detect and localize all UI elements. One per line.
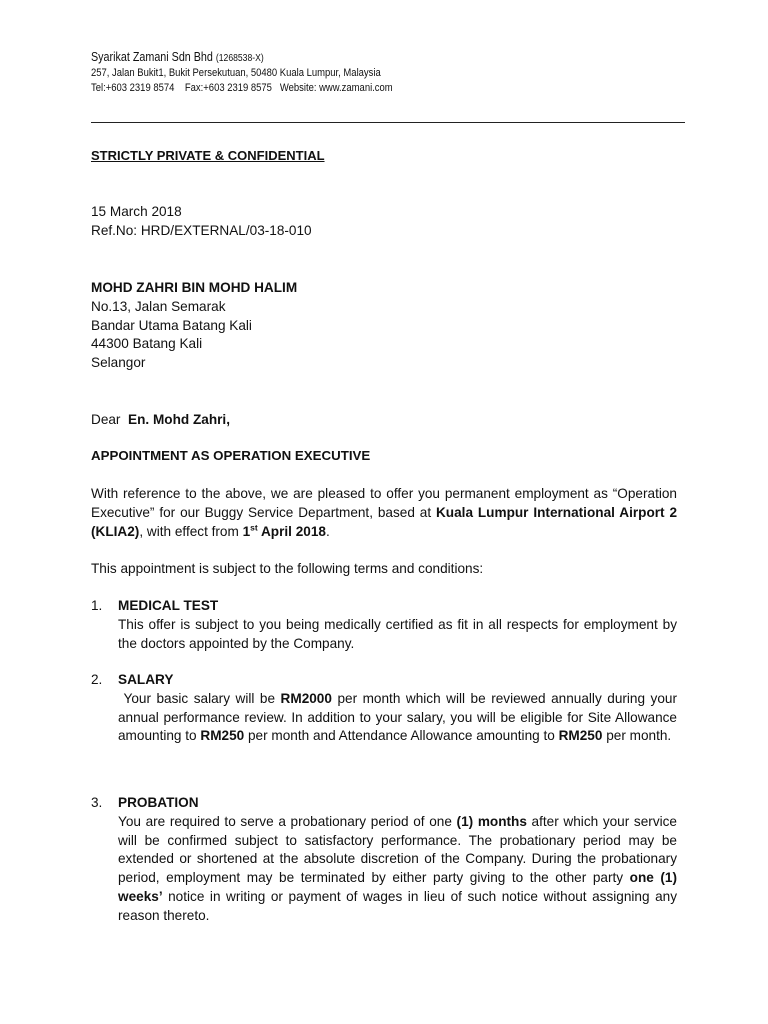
term-body xyxy=(118,671,677,746)
basic-salary: RM2000 xyxy=(280,690,332,706)
salutation-name: En. Mohd Zahri, xyxy=(128,412,230,427)
intro-paragraph xyxy=(91,485,677,541)
confidential-label: STRICTLY PRIVATE & CONFIDENTIAL xyxy=(91,148,325,163)
company-address: 257, Jalan Bukit1, Bukit Persekutuan, 50480 Kuala Lumpur, Malaysia xyxy=(91,67,381,79)
letter-date: 15 March 2018 xyxy=(91,204,182,219)
site-allowance: RM250 xyxy=(200,728,245,744)
work-location: Kuala Lumpur International Airport 2 (KLIA2) xyxy=(91,504,678,539)
subject-heading: APPOINTMENT AS OPERATION EXECUTIVE xyxy=(91,448,371,463)
salary-text: Your basic salary will be xyxy=(118,690,281,706)
company-line xyxy=(91,50,393,66)
intro-text: With reference to the above, we are pleased to offer you permanent employment as “Operation Executive” for our Buggy Service Department, based at xyxy=(91,486,677,520)
intro-text: . xyxy=(325,523,330,539)
term-title: MEDICAL TEST xyxy=(118,598,219,613)
header-divider xyxy=(91,122,685,123)
letterhead xyxy=(91,50,442,96)
term-number: 2. xyxy=(91,672,103,687)
term-number: 1. xyxy=(91,598,103,613)
salary-text: per month and Attendance Allowance amounting to xyxy=(244,728,559,744)
term-text xyxy=(118,690,677,746)
intro-text: , with effect from xyxy=(139,523,243,539)
probation-text: after which your service will be confirmed subject to satisfactory performance. The probationary period may be extended or shortened at the absolute discretion of the Company. During the probationary period, employment may be terminated by either party giving to the other party xyxy=(118,813,677,886)
probation-period: (1) months xyxy=(456,813,527,829)
term-title: SALARY xyxy=(118,672,174,687)
date-ref-block xyxy=(91,203,312,241)
company-contact: Tel:+603 2319 8574 Fax:+603 2319 8575 Website: www.zamani.com xyxy=(91,82,393,94)
probation-text: notice in writing or payment of wages in lieu of such notice without assigning any reason thereto. xyxy=(118,888,677,923)
effective-date xyxy=(243,524,326,539)
term-number: 3. xyxy=(91,795,103,810)
company-registration: (1268538-X) xyxy=(215,53,264,64)
terms-intro: This appointment is subject to the following terms and conditions: xyxy=(91,561,484,576)
salary-text: per month. xyxy=(602,728,672,744)
company-name: Syarikat Zamani Sdn Bhd xyxy=(91,50,213,64)
salary-text: per month which will be reviewed annually during your annual performance review. In addition to your salary, you will be eligible for Site Allowance amounting to xyxy=(118,690,677,744)
term-text: This offer is subject to you being medically certified as fit in all respects for employment by the doctors appointed by the Company. xyxy=(118,616,677,651)
salutation-prefix: Dear xyxy=(91,412,121,427)
effective-month-year: April 2018 xyxy=(257,523,326,539)
recipient-address-line: Selangor xyxy=(91,355,146,371)
recipient-address-line: Bandar Utama Batang Kali xyxy=(91,317,252,333)
term-body xyxy=(118,794,677,926)
recipient-name: MOHD ZAHRI BIN MOHD HALIM xyxy=(91,280,298,295)
term-text xyxy=(118,813,677,926)
term-title: PROBATION xyxy=(118,795,199,810)
salutation xyxy=(91,411,230,430)
effective-day-suffix: st xyxy=(250,522,258,533)
probation-text: You are required to serve a probationary period of one xyxy=(118,813,457,829)
attendance-allowance: RM250 xyxy=(558,728,603,744)
notice-period: one (1) weeks’ xyxy=(118,870,677,904)
recipient-address-line: No.13, Jalan Semarak xyxy=(91,298,226,314)
effective-day: 1 xyxy=(242,523,251,539)
term-body xyxy=(118,597,677,653)
reference-number: Ref.No: HRD/EXTERNAL/03-18-010 xyxy=(91,222,312,238)
recipient-block xyxy=(91,279,297,373)
recipient-address-line: 44300 Batang Kali xyxy=(91,336,203,352)
